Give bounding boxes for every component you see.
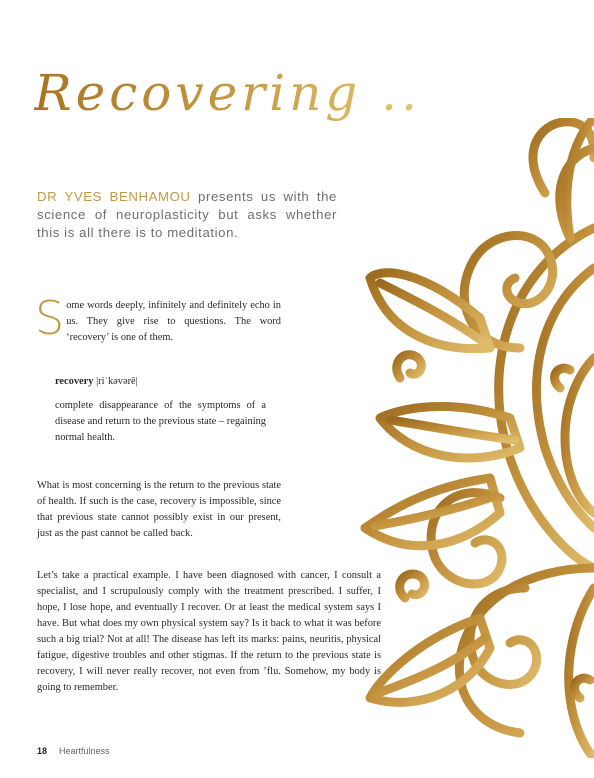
- page-footer: [37, 746, 110, 756]
- lede-text: ome words deeply, infinitely and definitely echo in us. They give rise to questions. The word ‘recovery’ is one of them.: [66, 300, 281, 343]
- definition-body: complete disappearance of the symptoms of a disease and return to the previous state – regaining normal health.: [55, 400, 266, 443]
- magazine-name: Heartfulness: [59, 746, 110, 756]
- floral-mandala-icon: [360, 118, 594, 758]
- definition-heading: [55, 376, 138, 387]
- standfirst: [37, 188, 337, 242]
- body-paragraph-2: Let’s take a practical example. I have been diagnosed with cancer, I consult a specialist, and I scrupulously comply with the treatment prescribed. I suffer, I hope, I lose hope, and eventually I recover. Or at least the medical system says I have. But what does my own physical system say? Is it back to what it was before such a big trial? Not at all! The disease has left its marks: pains, neuritis, physical fatigue, digestive troubles and other stigmas. If the return to the previous state is recovery, I will never really recover, not even from ’flu. Somehow, my body is going to remember.: [37, 570, 381, 693]
- page-number: 18: [37, 746, 48, 756]
- definition-term: recovery: [55, 376, 94, 387]
- definition-phonetic: |riˈkəvərē|: [93, 376, 138, 387]
- author-name: DR YVES BENHAMOU: [37, 189, 191, 204]
- body-paragraph-1: What is most concerning is the return to the previous state of health. If such is the case, recovery is impossible, since that previous state cannot possibly exist in our present, just as the past cannot be called back.: [37, 480, 281, 539]
- drop-cap: S: [35, 291, 65, 345]
- lede-paragraph: [35, 291, 281, 346]
- standfirst-text: presents us with the science of neuroplasticity but asks whether this is all there is to meditation.: [37, 189, 337, 240]
- article-title: Recovering ..: [34, 64, 421, 122]
